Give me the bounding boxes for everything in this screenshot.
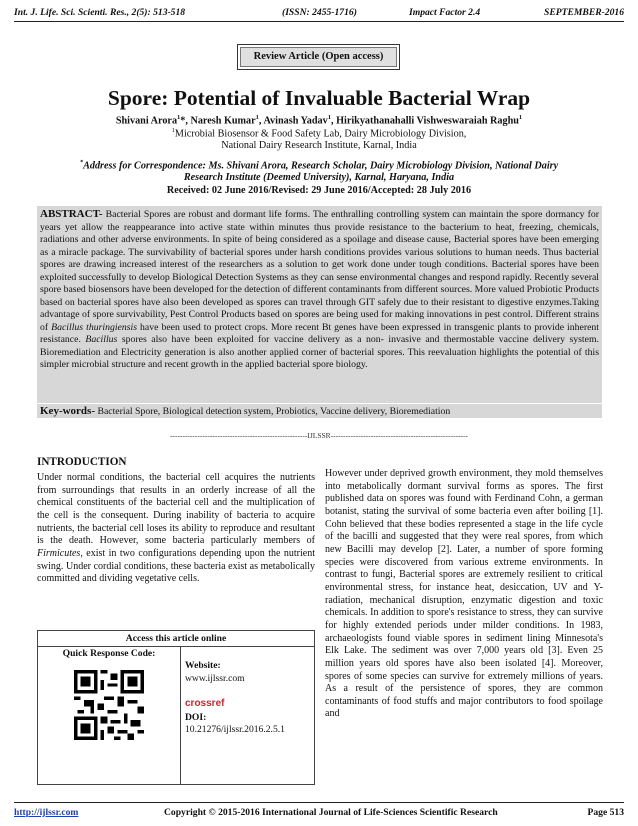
- keywords: Key-words- Bacterial Spore, Biological detection system, Probiotics, Vaccine delivery, Bioremediation: [37, 404, 602, 418]
- article-dates: Received: 02 June 2016/Revised: 29 June 2016/Accepted: 28 July 2016: [166, 185, 472, 196]
- impact-factor: Impact Factor 2.4: [409, 7, 481, 18]
- issn: (ISSN: 2455-1716): [282, 7, 357, 18]
- author-4: Hirikyathanahalli Vishweswaraiah Raghu: [336, 115, 519, 127]
- issue-date: SEPTEMBER-2016: [544, 7, 624, 18]
- author-1: Shivani Arora: [115, 115, 178, 127]
- intro-left-column: Under normal conditions, the bacterial cell acquires the nutrients from surroundings that results in an orderly increase of all the chemical constituents of the bacterial cell and the multiplication of the cell is the consequent. During inability of bacteria to acquire nutrients, the bacterial cell loses its ability to reproduce and resultant is the death. However, some bacteria particularly members of Firmicutes, exist in two configurations depending upon the nutrient swing. Under cordial conditions, these bacteria exist as metabolically committed and dividing vegetative cells.: [37, 472, 315, 585]
- intro-right-column: However under deprived growth environment, they mold themselves into metabolically dormant survival forms as spores. The first published data on spores was found with Ferdinand Cohn, a german botanist, stating the survival of some bacteria even after boiling [1]. Cohn believed that these bodies represented a stage in the life cycle of the bacilli and suggested that they were real spores, from which new Bacilli may develop [2]. Later, a number of spore forming species were discovered from various extreme environments. In contrast to fungi, Bacterial spores are extremely resilient to critical environmental stress, for instance heat, desiccation, UV and Υ- radiation, mechanical disruption, enzymatic digestion and toxic chemicals. In addition to spore's resistance to stress, they can survive for highly extended periods under milder conditions. In 1983, archaeologists found viable spores in sediment lining Minnesota's Elk Lake. The sediment was over 7,000 years old [3]. Even 25 million years old spores have also been isolated [4]. Moreover, spores of some species can survive for extremely millions of years. As a result of the persistence of spores, they are common contaminants of food stuffs and major contributors to food spoilage and: [325, 468, 603, 720]
- page-number: Page 513: [587, 807, 624, 818]
- affiliation-line-1: $^1$Microbial Biosensor & Food Safety Lab, Dairy Microbiology Division,: [171, 127, 467, 140]
- introduction-heading: INTRODUCTION: [37, 456, 127, 468]
- page-footer: [14, 802, 624, 817]
- correspondence-line-1: *Address for Correspondence: Ms. Shivani Arora, Research Scholar, Dairy Microbiology Division, National Dairy: [79, 159, 559, 172]
- journal-url-link[interactable]: http://ijlssr.com: [14, 807, 79, 818]
- affiliation-line-2: National Dairy Research Institute, Karnal, India: [221, 140, 417, 151]
- access-article-box: [37, 630, 315, 785]
- doi-label: DOI:: [185, 712, 207, 723]
- qr-label: Quick Response Code:: [62, 648, 156, 659]
- abstract: ABSTRACT- Bacterial Spores are robust and dormant life forms. The enthralling controlling system can maintain the spore dormancy for years yet allow the reappearance into active state within minutes thus provide resistance to the bacterium to heat, freezing, chemicals, radiations and other adverse environments. In spite of being considered as a spoilage and disease cause, Bacterial spores have been emerging as a miracle package. The survivability of bacterial spores under harsh conditions provides various solutions to human needs. Thus bacterial spores are drawing increased interest of the researchers as a solution to get work done under tough conditions. Bacterial spores have been exploited successfully to develop Biological Detection Systems as they can sense environmental changes and respond rapidly. Recently several spore based biosensors have been developed for the detection of different contaminants from different sources. More valued Probiotic Products based on bacterial spores have also been developed as spores can travel through GIT safely due to their resistant to digestive enzymes.Taking advantage of spore survivability, Pest Control Products based on spores are being used for making innovations in pest control. Different strains of Bacillus thuringiensis have been used to protect crops. More recent Bt genes have been expressed in transgenic plants to provide inherent resistance. Bacillus spores also have been exploited for vaccine delivery as a non- invasive and thermostable vaccine delivery system. Bioremediation and Electricity generation is also another applied corner of bacterial spores. This reevaluation highlights the potential of this simpler microbial structure and recent growth in the applied bacterial spore biology.: [37, 206, 602, 403]
- section-separator: -------------------------------------------------------IJLSSR-------------------------------------------------------: [169, 431, 469, 440]
- author-3: Avinash Yadav: [263, 115, 328, 127]
- abstract-label: ABSTRACT-: [40, 208, 103, 220]
- qr-code-icon[interactable]: [74, 670, 144, 740]
- author-list: Shivani Arora$^1$*, Naresh Kumar$^1$, Avinash Yadav$^1$, Hirikyathanahalli Vishweswaraiah Raghu$^1$: [115, 114, 523, 127]
- website-link[interactable]: www.ijlssr.com: [185, 673, 245, 684]
- correspondence-line-2: Research Institute (Deemed University), Karnal, Haryana, India: [183, 172, 455, 183]
- website-label: Website:: [185, 660, 221, 671]
- paper-title: Spore: Potential of Invaluable Bacterial Wrap: [107, 86, 531, 110]
- doi-value: 10.21276/ijlssr.2016.2.5.1: [185, 724, 285, 735]
- running-header: [14, 7, 624, 22]
- access-box-title: Access this article online: [38, 631, 314, 647]
- keywords-label: Key-words-: [40, 405, 95, 417]
- journal-citation: Int. J. Life. Sci. Scienti. Res., 2(5): 513-518: [14, 7, 186, 18]
- crossref-logo: crossref: [185, 698, 225, 709]
- copyright: Copyright © 2015-2016 International Journal of Life-Sciences Scientific Research: [164, 807, 498, 818]
- access-details: [185, 646, 310, 784]
- author-2: Naresh Kumar: [190, 115, 256, 127]
- article-type-box: [237, 44, 400, 70]
- qr-panel: [38, 646, 181, 784]
- article-type: Review Article (Open access): [240, 47, 397, 67]
